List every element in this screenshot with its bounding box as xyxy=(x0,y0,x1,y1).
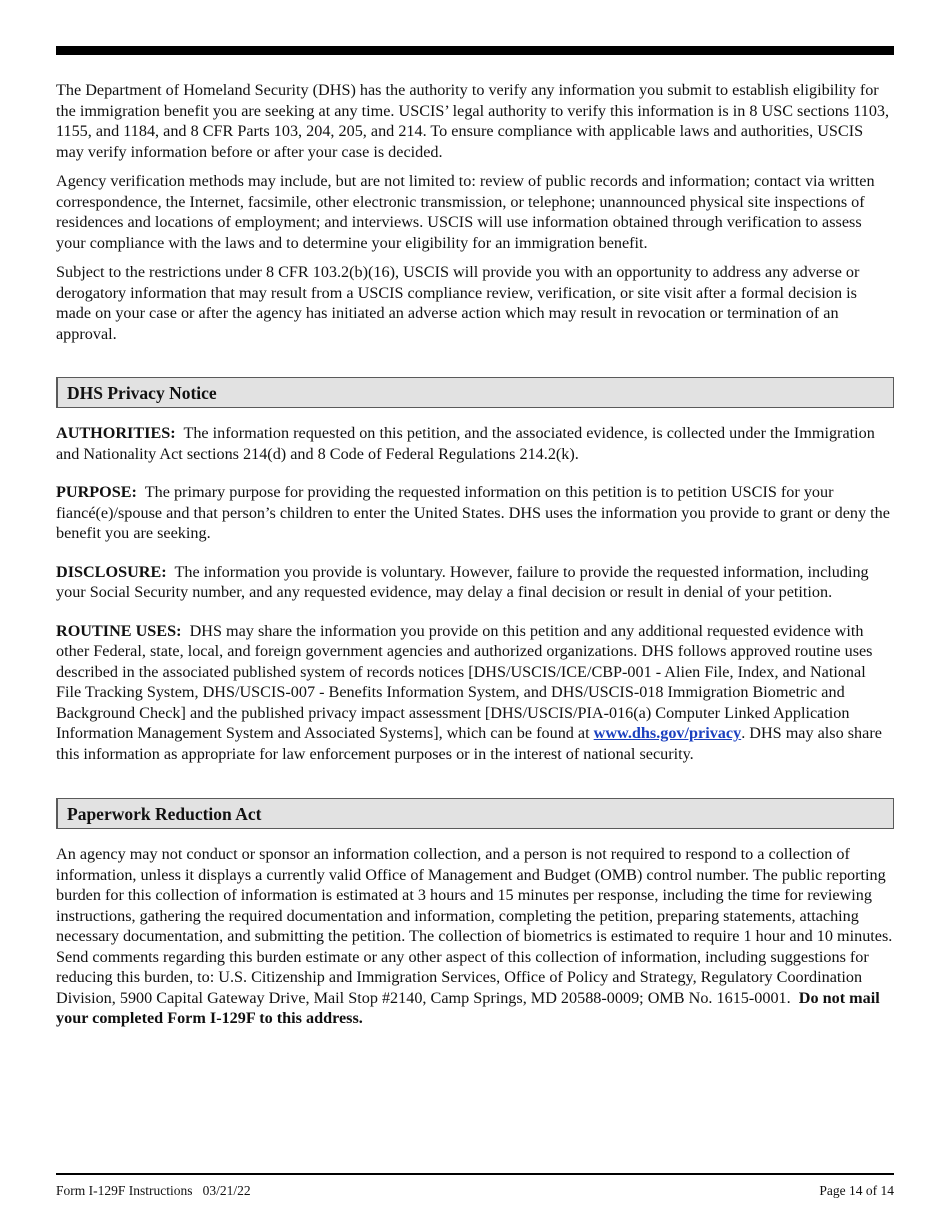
purpose-text: The primary purpose for providing the requested information on this petition is to petition USCIS for your fiancé(e)/spouse and that person’s children to enter the United States. DHS uses the information you provide to grant or deny the benefit you are seeking. xyxy=(56,483,890,542)
authorities-label: AUTHORITIES: xyxy=(56,424,176,442)
footer-form-info: Form I-129F Instructions 03/21/22 xyxy=(56,1183,251,1198)
page-content xyxy=(56,80,894,1029)
top-rule xyxy=(56,46,894,55)
do-not-mail-notice: Do not mail your completed Form I-129F to this address. xyxy=(56,988,880,1027)
intro-paragraph-1: The Department of Homeland Security (DHS) has the authority to verify any information you submit to establish eligibility for the immigration benefit you are seeking at any time. USCIS’ legal authority to verify this information is in 8 USC sections 1103, 1155, and 1184, and 8 CFR Parts 103, 204, 205, and 214. To ensure compliance with applicable laws and authorities, USCIS may verify information before or after your case is decided. xyxy=(56,81,890,161)
footer-rule xyxy=(56,1173,894,1175)
disclosure-label: DISCLOSURE: xyxy=(56,562,167,581)
disclosure-text: The information you provide is voluntary. However, failure to provide the requested information, including your Social Security number, and any requested evidence, may delay a final decision or result in denial of your petition. xyxy=(56,562,869,601)
paperwork-text: An agency may not conduct or sponsor an information collection, and a person is not required to respond to a collection of information, unless it displays a currently valid Office of Management and Budget (OMB) control number. The public reporting burden for this collection of information is estimated at 3 hours and 15 minutes per response, including the time for reviewing instructions, gathering the required documentation and information, completing the petition, preparing statements, attaching necessary documentation, and submitting the petition. The collection of biometrics is estimated to require 1 hour and 10 minutes. Send comments regarding this burden estimate or any other aspect of this collection of information, including suggestions for reducing this burden, to: U.S. Citizenship and Immigration Services, Office of Policy and Strategy, Regulatory Coordination Division, 5900 Capital Gateway Drive, Mail Stop #2140, Camp Springs, MD 20588-0009; OMB No. 1615-0001. xyxy=(56,845,893,1007)
purpose-paragraph xyxy=(56,482,894,544)
disclosure-paragraph xyxy=(56,562,894,603)
routine-uses-text-after: . DHS may also share this information as appropriate for law enforcement purposes or in the interest of national security. xyxy=(56,724,882,763)
intro-paragraph-2: Agency verification methods may include, but are not limited to: review of public records and information; contact via written correspondence, the Internet, facsimile, other electronic transmission, or telephone; unannounced physical site inspections of residences and locations of employment; and interviews. USCIS will use information obtained through verification to assess your compliance with the laws and to determine your eligibility for an immigration benefit. xyxy=(56,172,875,252)
routine-uses-text: DHS may share the information you provide on this petition and any additional requested evidence with other Federal, state, local, and foreign government agencies and authorized organizations. DHS follows approved routine uses described in the associated published system of records notices [DHS/USCIS/ICE/CBP-001 - Alien File, Index, and National File Tracking System, DHS/USCIS-007 - Benefits Information System, and DHS/USCIS-018 Immigration Biometric and Background Check] and the published privacy impact assessment [DHS/USCIS/PIA-016(a) Computer Linked Application Information Management System and Associated Systems], which can be found at xyxy=(56,621,873,742)
routine-uses-paragraph xyxy=(56,621,894,765)
paperwork-paragraph xyxy=(56,844,894,1029)
intro-paragraph-3: Subject to the restrictions under 8 CFR 103.2(b)(16), USCIS will provide you with an opportunity to address any adverse or derogatory information that may result from a USCIS compliance review, verification, or site visit after a formal decision is made on your case or after the agency has initiated an adverse action which may result in revocation or termination of an approval. xyxy=(56,263,860,343)
authorities-text: The information requested on this petition, and the associated evidence, is collected under the Immigration and Nationality Act sections 214(d) and 8 Code of Federal Regulations 214.2(k). xyxy=(56,424,875,463)
dhs-privacy-link[interactable]: www.dhs.gov/privacy xyxy=(593,724,742,742)
paperwork-reduction-heading: Paperwork Reduction Act xyxy=(56,798,894,829)
routine-uses-label: ROUTINE USES: xyxy=(56,621,182,640)
privacy-notice-heading: DHS Privacy Notice xyxy=(56,377,894,408)
footer-page-number: Page 14 of 14 xyxy=(819,1183,894,1198)
purpose-label: PURPOSE: xyxy=(56,483,137,501)
authorities-paragraph xyxy=(56,423,894,464)
